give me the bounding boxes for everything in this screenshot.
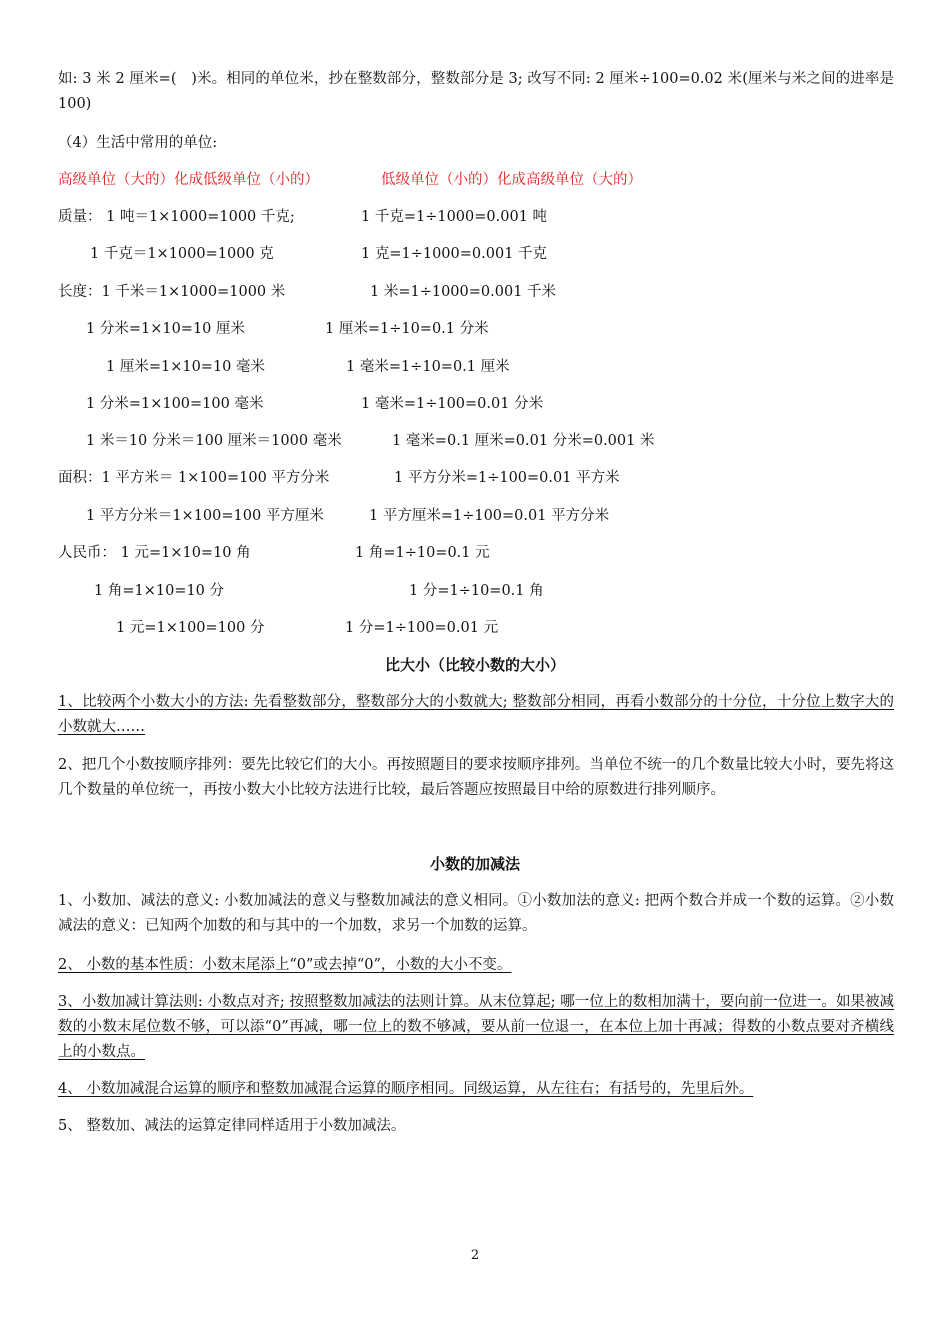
length-row-1-left: 长度：1 千米＝1×1000=1000 米 xyxy=(58,284,286,300)
intro-paragraph: 如: 3 米 2 厘米=( )米。相同的单位米，抄在整数部分，整数部分是 3; 改写不同: 2 厘米÷100=0.02 米(厘米与米之间的进率是 100) xyxy=(58,71,894,112)
addsub-paragraph-2: 2、 小数的基本性质：小数末尾添上“0”或去掉“0”，小数的大小不变。 xyxy=(58,957,512,973)
length-row-3-left: 1 厘米=1×10=10 毫米 xyxy=(106,359,266,375)
rmb-row-1-left: 人民币： 1 元=1×10=10 角 xyxy=(58,545,251,561)
addsub-section-title: 小数的加减法 xyxy=(429,855,520,873)
length-row-5-right: 1 毫米=0.1 厘米=0.01 分米=0.001 米 xyxy=(392,433,655,449)
length-row-2-left: 1 分米=1×10=10 厘米 xyxy=(86,321,246,337)
mass-row-2-left: 1 千克＝1×1000=1000 克 xyxy=(90,246,274,262)
rmb-row-3-left: 1 元=1×100=100 分 xyxy=(116,620,265,636)
addsub-paragraph-5: 5、 整数加、减法的运算定律同样适用于小数加减法。 xyxy=(58,1118,406,1134)
length-row-4-left: 1 分米=1×100=100 毫米 xyxy=(86,396,264,412)
mass-row-1-left: 质量： 1 吨＝1×1000=1000 千克; xyxy=(58,209,295,225)
addsub-paragraph-3: 3、小数加减计算法则: 小数点对齐; 按照整数加减法的法则计算。从末位算起; 哪一位上的数相加满十，要向前一位进一。如果被减数的小数末尾位数不够，可以添“0”再减，哪一位上的数不够减，要从前一位退一，在本位上加十再减；得数的小数点要对齐横线上的小数点。 xyxy=(58,994,894,1060)
rmb-row-2-right: 1 分=1÷10=0.1 角 xyxy=(409,583,544,599)
rmb-row-3-right: 1 分=1÷100=0.01 元 xyxy=(345,620,499,636)
area-row-2-left: 1 平方分米＝1×100=100 平方厘米 xyxy=(86,508,324,524)
length-row-4-right: 1 毫米=1÷100=0.01 分米 xyxy=(361,396,544,412)
length-row-2-right: 1 厘米=1÷10=0.1 分米 xyxy=(325,321,489,337)
section-4-title: （4）生活中常用的单位: xyxy=(58,135,218,151)
addsub-paragraph-1: 1、小数加、减法的意义: 小数加减法的意义与整数加减法的意义相同。①小数加法的意义: 把两个数合并成一个数的运算。②小数减法的意义：已知两个加数的和与其中的一个加数，求另一个加数的运算。 xyxy=(58,893,894,934)
rmb-row-2-left: 1 角=1×10=10 分 xyxy=(94,583,225,599)
addsub-paragraph-4: 4、 小数加减混合运算的顺序和整数加减混合运算的顺序相同。同级运算，从左往右；有括号的，先里后外。 xyxy=(58,1081,754,1097)
area-row-1-left: 面积：1 平方米＝ 1×100=100 平方分米 xyxy=(58,470,330,486)
length-row-5-left: 1 米＝10 分米＝100 厘米＝1000 毫米 xyxy=(86,433,342,449)
length-row-3-right: 1 毫米=1÷10=0.1 厘米 xyxy=(346,359,510,375)
length-row-1-right: 1 米=1÷1000=0.001 千米 xyxy=(370,284,557,300)
red-heading-right: 低级单位（小的）化成高级单位（大的） xyxy=(381,172,642,188)
mass-row-2-right: 1 克=1÷1000=0.001 千克 xyxy=(361,246,548,262)
area-row-1-right: 1 平方分米=1÷100=0.01 平方米 xyxy=(394,470,620,486)
red-heading-left: 高级单位（大的）化成低级单位（小的） xyxy=(58,172,319,188)
compare-paragraph-1: 1、比较两个小数大小的方法: 先看整数部分，整数部分大的小数就大; 整数部分相同，再看小数部分的十分位，十分位上数字大的小数就大…… xyxy=(58,694,894,735)
rmb-row-1-right: 1 角=1÷10=0.1 元 xyxy=(355,545,490,561)
page-number: 2 xyxy=(470,1248,480,1263)
area-row-2-right: 1 平方厘米=1÷100=0.01 平方分米 xyxy=(369,508,610,524)
compare-paragraph-2: 2、把几个小数按顺序排列：要先比较它们的大小。再按照题目的要求按顺序排列。当单位不统一的几个数量比较大小时，要先将这几个数量的单位统一，再按小数大小比较方法进行比较，最后答题应按照最目中给的原数进行排列顺序。 xyxy=(58,757,894,798)
compare-section-title: 比大小（比较小数的大小） xyxy=(384,656,565,674)
mass-row-1-right: 1 千克=1÷1000=0.001 吨 xyxy=(361,209,548,225)
